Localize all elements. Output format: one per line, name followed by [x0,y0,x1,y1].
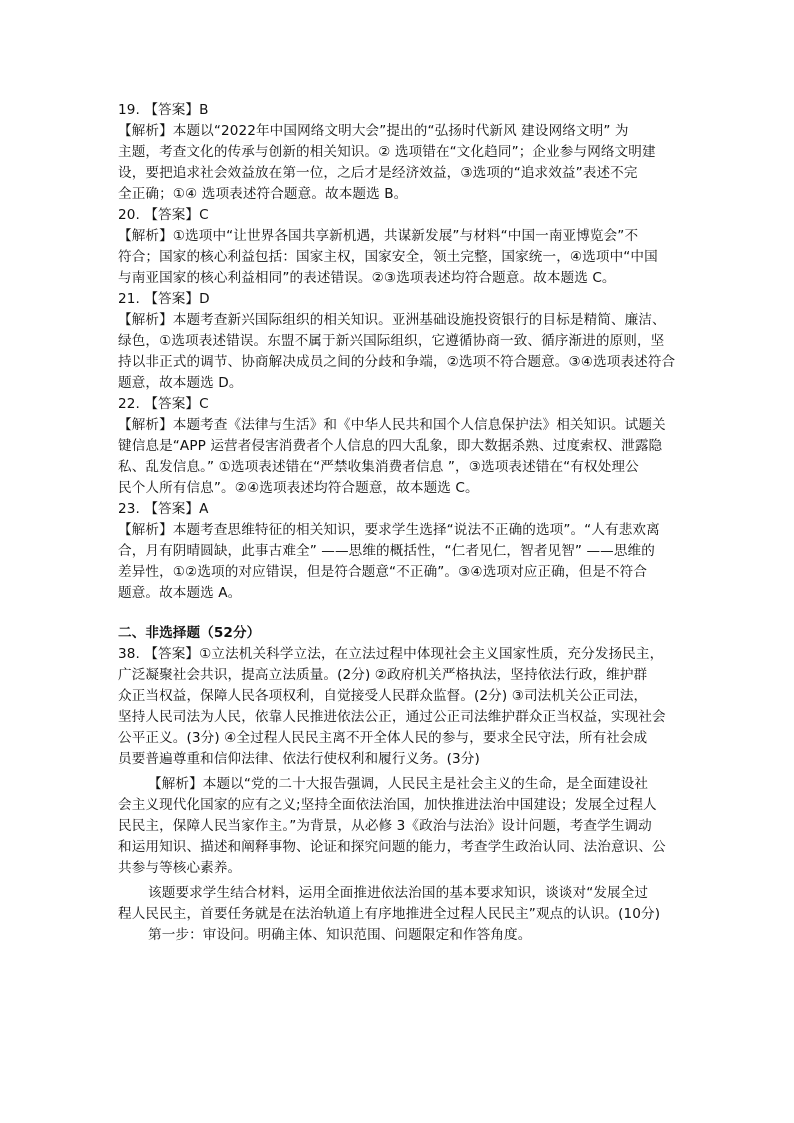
analysis-line: 符合；国家的核心利益包括：国家主权，国家安全，领土完整，国家统一，④选项中“中国 [118,249,658,265]
analysis-line: 【解析】本题考查新兴国际组织的相关知识。亚洲基础设施投资银行的目标是精简、廉洁、 [118,312,666,328]
q38-answer-line: 广泛凝聚社会共识，提高立法质量。(2分) ②政府机关严格执法，坚持依法行政，维护群 [118,667,648,683]
analysis-line: 【解析】本题考查《法律与生活》和《中华人民共和国个人信息保护法》相关知识。试题关 [118,417,666,433]
q38-answer [118,644,678,770]
multiple-choice-answers [118,100,678,604]
analysis-line: 全正确；①④ 选项表述符合题意。故本题选 B。 [118,186,408,202]
answer-block-q23 [118,499,678,604]
answer-line: 20. 【答案】C [118,207,209,223]
q38-analysis-line: 会主义现代化国家的应有之义;坚持全面依法治国，加快推进法治中国建设；发展全过程人 [118,797,657,813]
analysis-line: 差异性，①②选项的对应错误，但是符合题意“不正确”。③④选项对应正确，但是不符合 [118,564,648,580]
analysis-line: 民个人所有信息”。②④选项表述均符合题意，故本题选 C。 [118,480,479,496]
analysis-line: 【解析】本题以“2022年中国网络文明大会”提出的“弘扬时代新风 建设网络文明” 为 [118,123,629,139]
answer-block-q22 [118,394,678,499]
answer-block-q21 [118,289,678,394]
answer-line: 21. 【答案】D [118,291,210,307]
q38-answer-line: 员要普遍尊重和信仰法律、依法行使权利和履行义务。(3分) [118,751,480,767]
q38-analysis-line: 和运用知识、描述和阐释事物、论证和探究问题的能力，考查学生政治认同、法治意识、公 [118,839,666,855]
analysis-line: 主题，考查文化的传承与创新的相关知识。② 选项错在“文化趋同”；企业参与网络文明建 [118,144,656,160]
document-page [118,100,678,946]
analysis-line: 持以非正式的调节、协商解决成员之间的分歧和争端，②选项不符合题意。③④选项表述符合 [118,354,676,370]
analysis-line: 键信息是“APP 运营者侵害消费者个人信息的四大乱象，即大数据杀熟、过度索权、泄露隐 [118,438,663,454]
q38-requirement-line: 程人民民主，首要任务就是在法治轨道上有序地推进全过程人民民主”观点的认识。(10分) [118,906,661,922]
q38-requirement-line: 该题要求学生结合材料，运用全面推进依法治国的基本要求知识，谈谈对“发展全过 [148,885,649,901]
q38-analysis-line: 民民主，保障人民当家作主。”为背景，从必修 3《政治与法治》设计问题，考查学生调动 [118,818,652,834]
answer-line: 22. 【答案】C [118,396,209,412]
q38-requirement [118,883,678,925]
answer-block-q20 [118,205,678,289]
analysis-line: 与南亚国家的核心利益相同”的表述错误。②③选项表述均符合题意。故本题选 C。 [118,270,616,286]
q38-analysis-line: 共参与等核心素养。 [118,860,242,876]
answer-line: 23. 【答案】A [118,501,209,517]
analysis-line: 合，月有阴晴圆缺，此事古难全” ——思维的概括性，“仁者见仁，智者见智” ——思维的 [118,543,655,559]
analysis-line: 题意。故本题选 A。 [118,585,242,601]
analysis-line: 【解析】本题考查思维特征的相关知识，要求学生选择“说法不正确的选项”。“人有悲欢离 [118,522,660,538]
q38-analysis [118,774,678,879]
q38-step-line: 第一步：审设问。明确主体、知识范围、问题限定和作答角度。 [148,927,532,943]
answer-line: 19. 【答案】B [118,102,209,118]
q38-answer-line: 坚持人民司法为人民，依靠人民推进依法公正，通过公正司法维护群众正当权益，实现社会 [118,709,666,725]
analysis-line: 绿色，①选项表述错误。东盟不属于新兴国际组织，它遵循协商一致、循序渐进的原则，坚 [118,333,665,349]
q38-answer-line: 公平正义。(3分) ④全过程人民民主离不开全体人民的参与，要求全民守法，所有社会成 [118,730,648,746]
analysis-line: 私、乱发信息。” ①选项表述错在“严禁收集消费者信息 ”，③选项表述错在“有权处理公 [118,459,639,475]
q38-analysis-line: 【解析】本题以“党的二十大报告强调，人民民主是社会主义的生命，是全面建设社 [148,776,649,792]
section-title: 二、非选择题（52分） [118,625,261,641]
answer-block-q19 [118,100,678,205]
q38-answer-line: 38. 【答案】①立法机关科学立法，在立法过程中体现社会主义国家性质，充分发扬民主， [118,646,664,662]
analysis-line: 题意，故本题选 D。 [118,375,243,391]
analysis-line: 设，要把追求社会效益放在第一位，之后才是经济效益，③选项的“追求效益”表述不完 [118,165,638,181]
analysis-line: 【解析】①选项中“让世界各国共享新机遇，共谋新发展”与材料“中国一南亚博览会”不 [118,228,639,244]
q38-answer-line: 众正当权益，保障人民各项权利，自觉接受人民群众监督。(2分) ③司法机关公正司法， [118,688,648,704]
